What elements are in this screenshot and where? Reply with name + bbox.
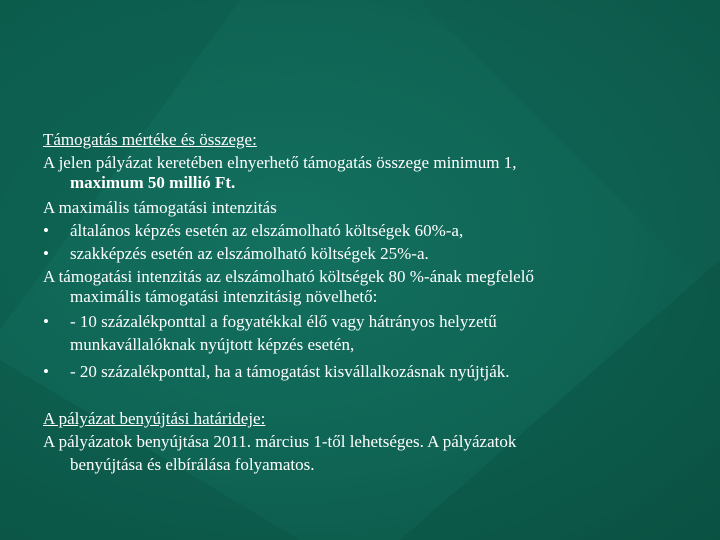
- bullet-text-continuation: munkavállalóknak nyújtott képzés esetén,: [70, 335, 355, 354]
- paragraph-deadline-line1: A pályázatok benyújtása 2011. március 1-től lehetséges. A pályázatok: [43, 432, 517, 451]
- slide-text-body: [43, 128, 683, 476]
- paragraph-increase-line1: A támogatási intenzitás az elszámolható költségek 80 %-ának megfelelő: [43, 267, 534, 286]
- bullet-mark: •: [43, 362, 49, 381]
- bullet-text: - 20 százalékponttal, ha a támogatást kisvállalkozásnak nyújtják.: [70, 362, 510, 381]
- bullet-item: [43, 242, 683, 265]
- bullet-item: [43, 310, 683, 333]
- paragraph-deadline-line2: benyújtása és elbírálása folyamatos.: [70, 455, 315, 474]
- bullet-mark: •: [43, 221, 49, 240]
- paragraph-amount-line1: A jelen pályázat keretében elnyerhető támogatás összege minimum 1,: [43, 153, 517, 172]
- paragraph-amount-line2: maximum 50 millió Ft.: [70, 173, 236, 192]
- bullet-item: [43, 219, 683, 242]
- section-heading-deadline: A pályázat benyújtási határideje:: [43, 409, 266, 428]
- bullet-item: [43, 360, 683, 383]
- bullet-mark: •: [43, 244, 49, 263]
- paragraph-intensity: A maximális támogatási intenzitás: [43, 198, 277, 217]
- bullet-text: általános képzés esetén az elszámolható költségek 60%-a,: [70, 221, 464, 240]
- paragraph-increase-line2: maximális támogatási intenzitásig növelhető:: [70, 287, 378, 306]
- section-heading-support: Támogatás mértéke és összege:: [43, 130, 257, 149]
- bullet-text: - 10 százalékponttal a fogyatékkal élő vagy hátrányos helyzetű: [70, 312, 497, 331]
- bullet-mark: •: [43, 312, 49, 331]
- bullet-text: szakképzés esetén az elszámolható költségek 25%-a.: [70, 244, 429, 263]
